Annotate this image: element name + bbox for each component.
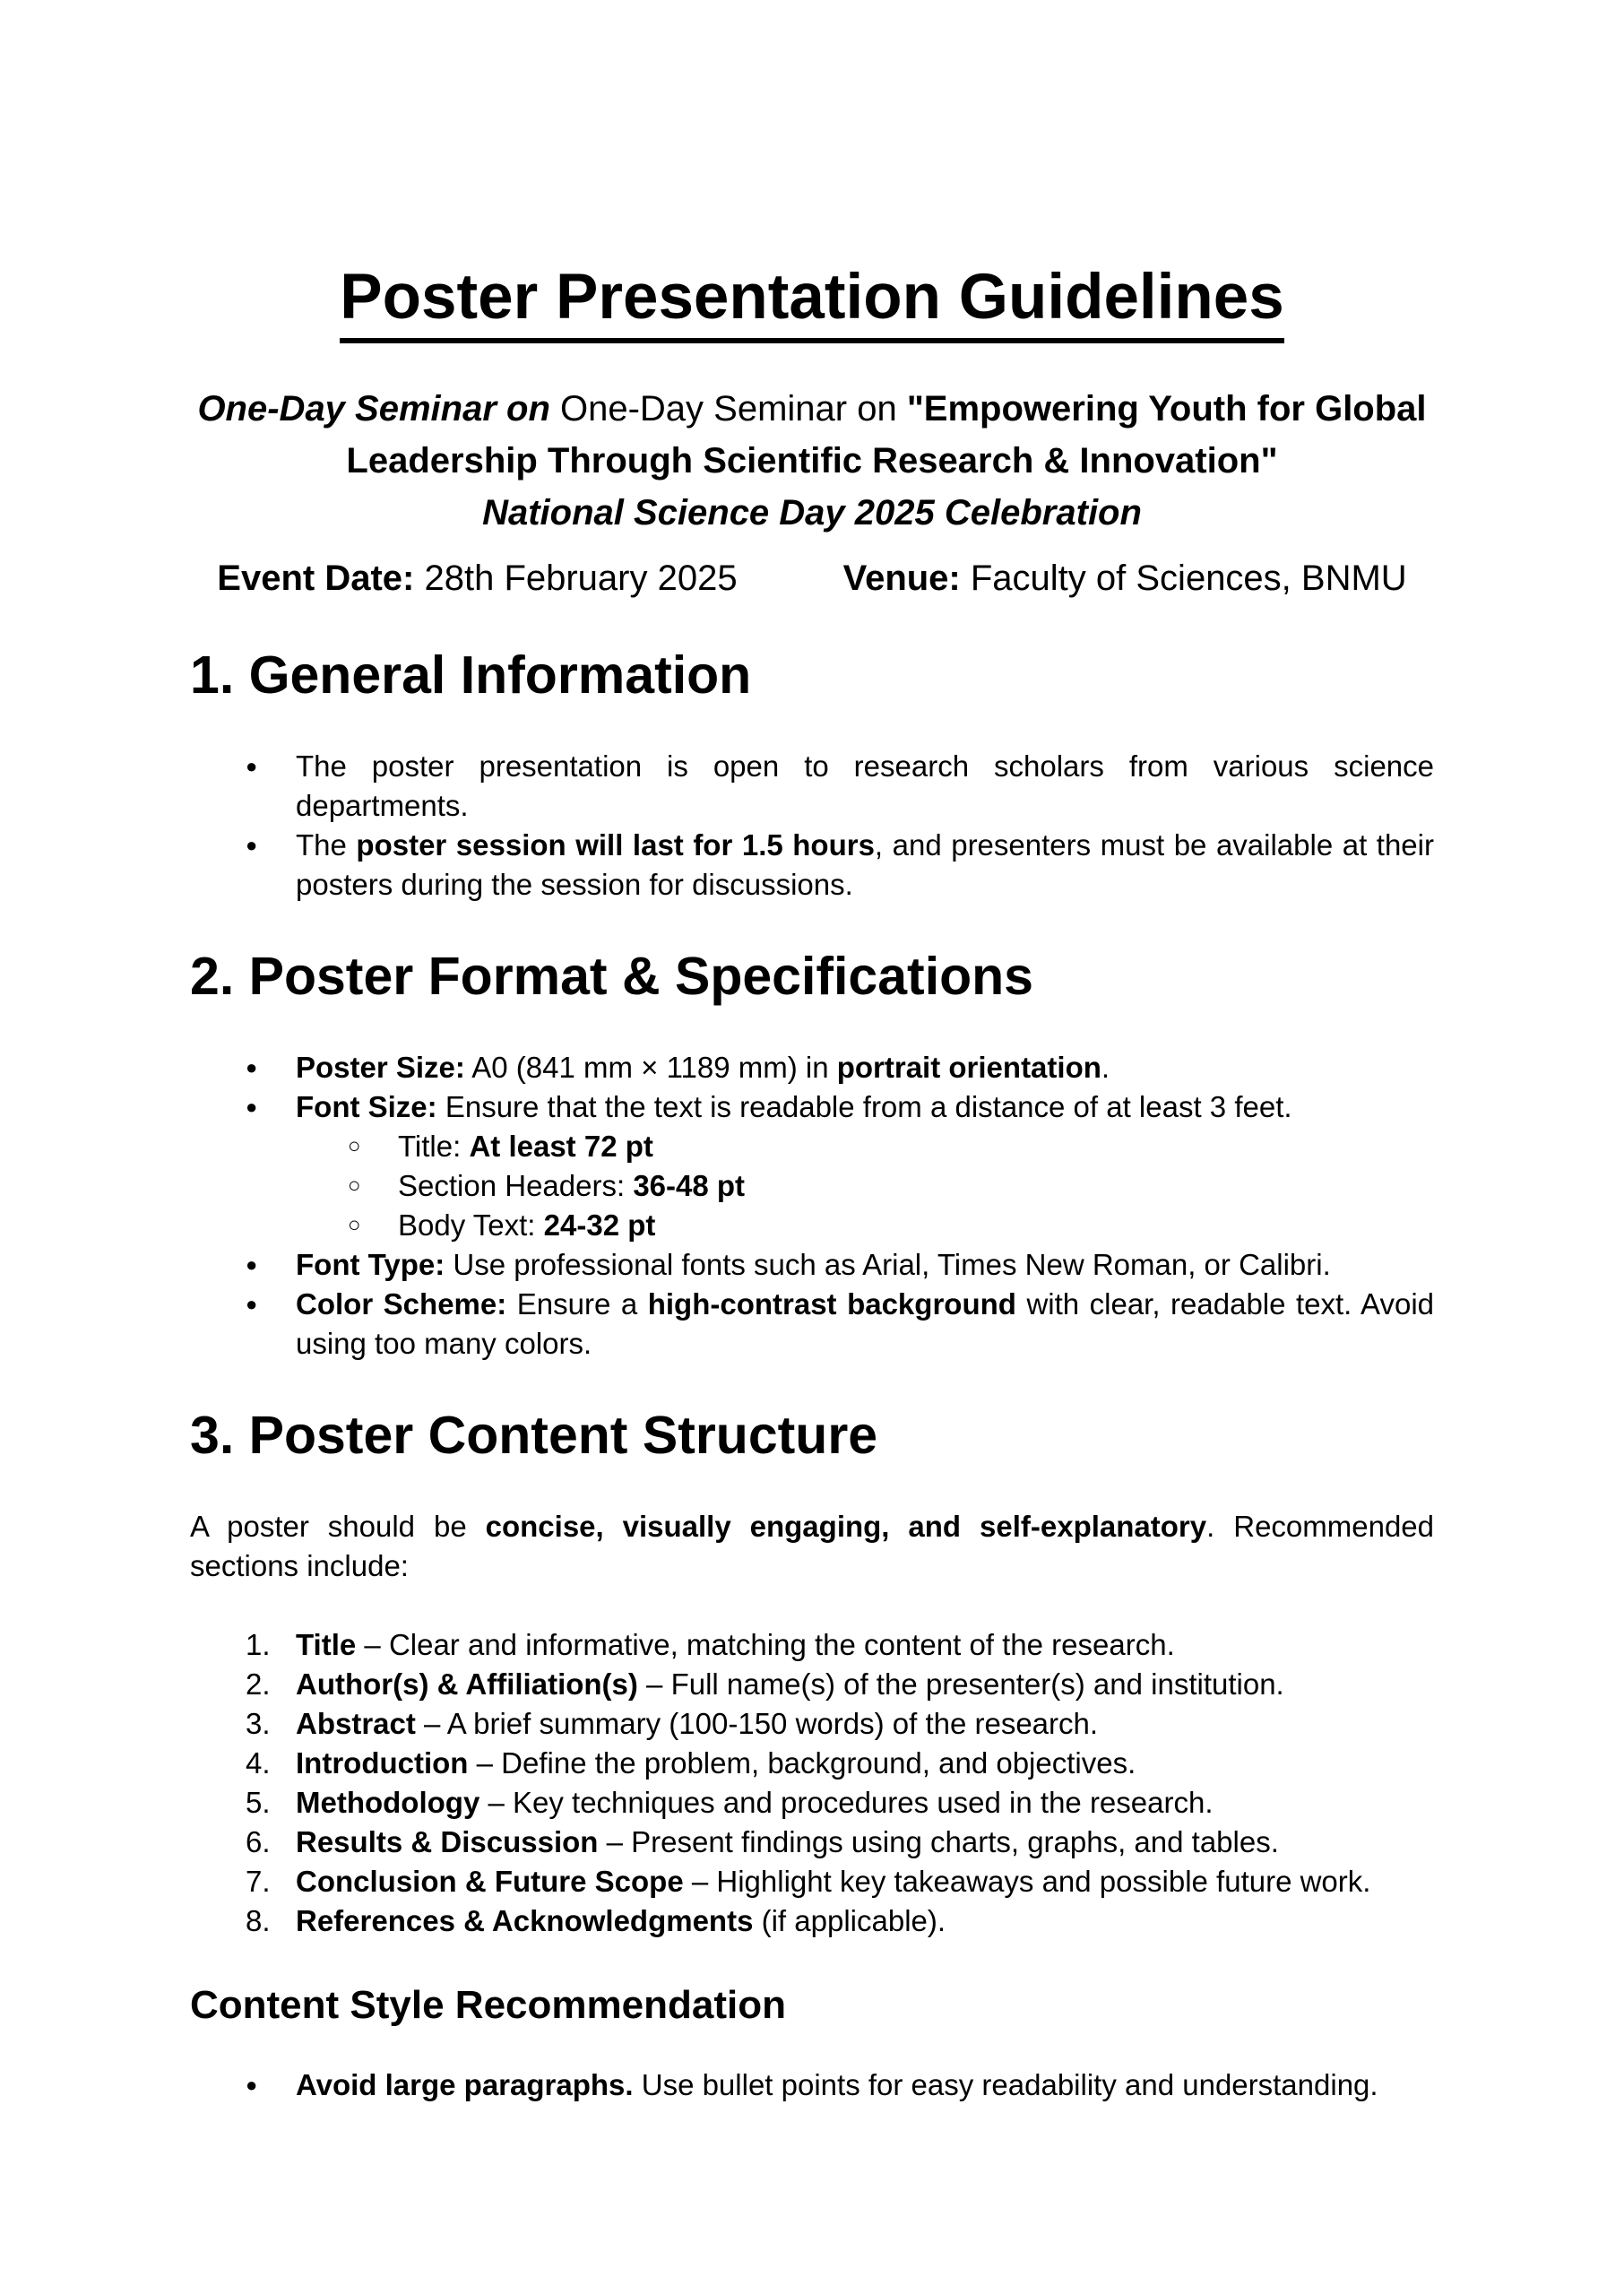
bullet-item: ● Color Scheme: Ensure a high-contrast background with clear, readable text. Avoid using too many colors. xyxy=(190,1285,1434,1364)
event-date-text: Event Date: 28th February 2025 xyxy=(217,559,738,598)
section-poster-format xyxy=(190,945,1434,1364)
bullet-item: ● Font Type: Use professional fonts such as Arial, Times New Roman, or Calibri. xyxy=(190,1245,1434,1285)
sub-bullet-item: ○ Title: At least 72 pt xyxy=(190,1127,1434,1166)
intro-paragraph: A poster should be concise, visually engaging, and self-explanatory. Recommended sections include: xyxy=(190,1510,1435,1582)
section-heading: 2. Poster Format & Specifications xyxy=(190,947,1033,1006)
numbered-item: 4. Introduction – Define the problem, background, and objectives. xyxy=(190,1744,1434,1783)
venue-text: Venue: Faculty of Sciences, BNMU xyxy=(842,559,1407,598)
sub-bullet-item: ○ Body Text: 24-32 pt xyxy=(190,1206,1434,1245)
numbered-item: 6. Results & Discussion – Present findings using charts, graphs, and tables. xyxy=(190,1823,1434,1862)
numbered-item: 5. Methodology – Key techniques and procedures used in the research. xyxy=(190,1783,1434,1823)
numbered-item: 3. Abstract – A brief summary (100-150 words) of the research. xyxy=(190,1704,1434,1744)
sub-bullet-item: ○ Section Headers: 36-48 pt xyxy=(190,1166,1434,1206)
bullet-item: ● Avoid large paragraphs. Use bullet points for easy readability and understanding. xyxy=(190,2066,1434,2105)
numbered-list xyxy=(190,1625,1434,1941)
section-heading: 3. Poster Content Structure xyxy=(190,1406,878,1465)
section-heading: 1. General Information xyxy=(190,645,752,705)
bullet-item: ● The poster session will last for 1.5 hours, and presenters must be available at their posters during the session for discussions. xyxy=(190,826,1434,905)
numbered-item: 7. Conclusion & Future Scope – Highlight key takeaways and possible future work. xyxy=(190,1862,1434,1901)
seminar-subtitle xyxy=(190,383,1434,539)
document-title-text: Poster Presentation Guidelines xyxy=(340,259,1283,343)
bullet-item: ● The poster presentation is open to research scholars from various science departments. xyxy=(190,747,1434,826)
bullet-list xyxy=(190,747,1434,905)
bullet-list xyxy=(190,1048,1434,1364)
section-general-information xyxy=(190,644,1434,905)
numbered-item: 1. Title – Clear and informative, matching the content of the research. xyxy=(190,1625,1434,1665)
numbered-item: 8. References & Acknowledgments (if applicable). xyxy=(190,1901,1434,1941)
bullet-list xyxy=(190,2066,1434,2105)
bullet-item: ● Font Size: Ensure that the text is readable from a distance of at least 3 feet. xyxy=(190,1087,1434,1127)
numbered-item: 2. Author(s) & Affiliation(s) – Full name(s) of the presenter(s) and institution. xyxy=(190,1665,1434,1704)
event-info-line xyxy=(190,553,1434,603)
document-title xyxy=(190,259,1434,343)
subtitle-line: National Science Day 2025 Celebration xyxy=(482,493,1142,533)
bullet-item: ● Poster Size: A0 (841 mm × 1189 mm) in portrait orientation. xyxy=(190,1048,1434,1087)
section-poster-content-structure xyxy=(190,1404,1434,2105)
subtitle-line: One-Day Seminar on One-Day Seminar on "Empowering Youth for Global xyxy=(197,389,1427,429)
subtitle-line: Leadership Through Scientific Research & Innovation" xyxy=(346,441,1278,481)
subsection-heading: Content Style Recommendation xyxy=(190,1983,786,2027)
